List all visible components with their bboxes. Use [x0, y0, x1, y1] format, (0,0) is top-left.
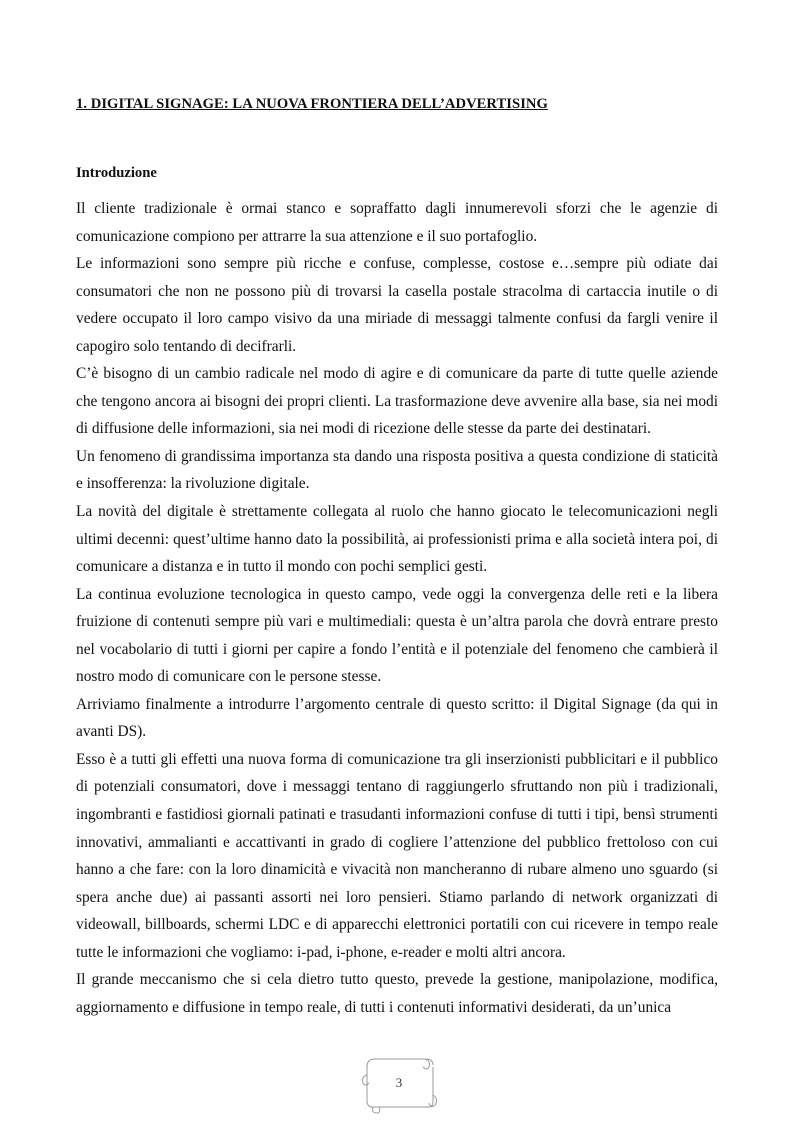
paragraph: Il cliente tradizionale è ormai stanco e sopraffatto dagli innumerevoli sforzi che le agenzie di comunicazione compiono per attrarre la sua attenzione e il suo portafoglio.: [76, 200, 718, 245]
paragraph: Il grande meccanismo che si cela dietro tutto questo, prevede la gestione, manipolazione, modifica, aggiornamento e diffusione in tempo reale, di tutti i contenuti informativi desiderati, da un’unica: [76, 971, 718, 1016]
paragraph: Un fenomeno di grandissima importanza sta dando una risposta positiva a questa condizione di staticità e insofferenza: la rivoluzione digitale.: [76, 447, 718, 493]
chapter-title: 1. DIGITAL SIGNAGE: LA NUOVA FRONTIERA DELL’ADVERTISING: [76, 96, 548, 112]
paragraph: Esso è a tutti gli effetti una nuova forma di comunicazione tra gli inserzionisti pubblicitari e il pubblico di potenziali consumatori, dove i messaggi tentano di raggiungerlo sfruttando non più i tradizionali, ingombranti e fastidiosi giornali patinati e trasudanti informazioni confuse di tutti i tipi, bensì strumenti innovativi, ammalianti e accattivanti in grado di cogliere l’attenzione del pubblico frettoloso con cui hanno a che fare: con la loro dinamicità e vivacità non mancheranno di rubare almeno uno sguardo (si spera anche due) ai passanti assorti nei loro pensieri. Stiamo parlando di network organizzati di videowall, billboards, schermi LDC e di apparecchi elettronici portatili con cui ricevere in tempo reale tutte le informazioni che vogliamo: i-pad, i-phone, e-reader e molti altri ancora.: [76, 750, 718, 961]
paragraph: La novità del digitale è strettamente collegata al ruolo che hanno giocato le telecomunicazioni negli ultimi decenni: quest’ultime hanno dato la possibilità, ai professionisti prima e alla società intera poi, di comunicare a distanza e in tutto il mondo con pochi semplici gesti.: [76, 503, 718, 576]
paragraph: Le informazioni sono sempre più ricche e confuse, complesse, costose e…sempre più odiate dai consumatori che non ne possono più di trovarsi la casella postale stracolma di cartaccia inutile o di vedere occupato il loro campo visivo da una miriade di messaggi talmente confusi da fargli venire il capogiro solo tentando di decifrarli.: [76, 255, 718, 355]
section-title: Introduzione: [76, 165, 157, 181]
paragraph: La continua evoluzione tecnologica in questo campo, vede oggi la convergenza delle reti e la libera fruizione di contenuti sempre più vari e multimediali: questa è un’altra parola che dovrà entrare presto nel vocabolario di tutti i giorni per capire a fondo l’entità e il potenziale del fenomeno che cambierà il nostro modo di comunicare con le persone stesse.: [76, 585, 718, 686]
page-number: 3: [395, 1075, 403, 1090]
body-text: [76, 195, 718, 1021]
paragraph: C’è bisogno di un cambio radicale nel modo di agire e di comunicare da parte di tutte quelle aziende che tengono ancora ai bisogni dei propri clienti. La trasformazione deve avvenire alla base, sia nei modi di diffusione delle informazioni, sia nei modi di ricezione delle stesse da parte dei destinatari.: [76, 365, 718, 438]
page-footer: [359, 1055, 435, 1115]
paragraph: Arriviamo finalmente a introdurre l’argomento centrale di questo scritto: il Digital Signage (da qui in avanti DS).: [76, 695, 718, 741]
